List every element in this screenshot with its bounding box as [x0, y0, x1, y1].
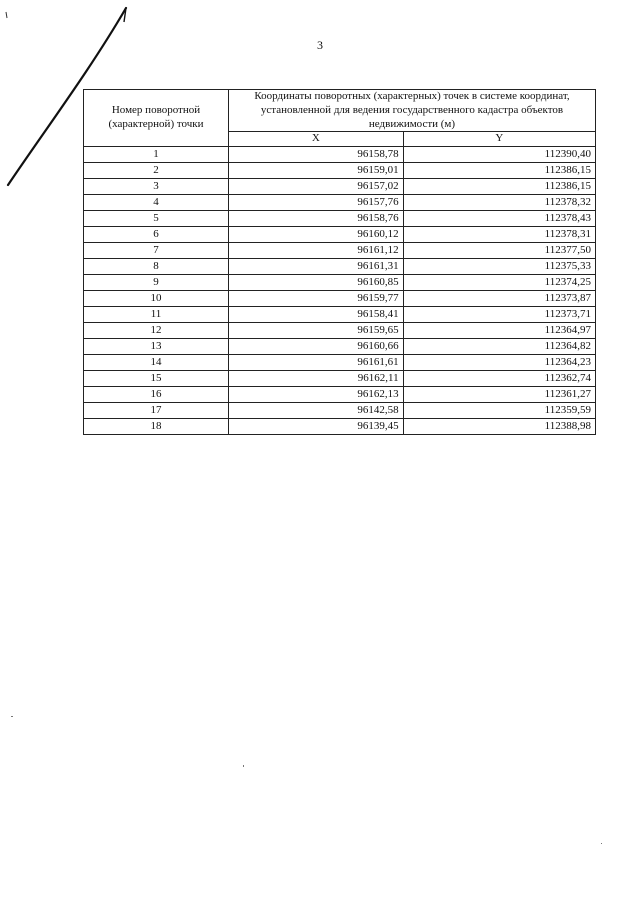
x-coordinate-cell: 96161,12 — [229, 243, 404, 259]
table-row — [84, 243, 596, 259]
y-coordinate-cell: 112388,98 — [403, 419, 595, 435]
table-row — [84, 179, 596, 195]
x-coordinate-cell: 96157,76 — [229, 195, 404, 211]
x-coordinate-cell: 96139,45 — [229, 419, 404, 435]
table-row — [84, 371, 596, 387]
table-row — [84, 403, 596, 419]
table-row — [84, 419, 596, 435]
point-number-cell: 2 — [84, 163, 229, 179]
page-number: 3 — [317, 38, 323, 52]
point-number-cell: 9 — [84, 275, 229, 291]
header-y: Y — [403, 132, 595, 147]
table-row — [84, 323, 596, 339]
x-coordinate-cell: 96161,61 — [229, 355, 404, 371]
table-row — [84, 355, 596, 371]
table-row — [84, 387, 596, 403]
y-coordinate-cell: 112361,27 — [403, 387, 595, 403]
y-coordinate-cell: 112359,59 — [403, 403, 595, 419]
y-coordinate-cell: 112373,87 — [403, 291, 595, 307]
x-coordinate-cell: 96158,41 — [229, 307, 404, 323]
y-coordinate-cell: 112378,31 — [403, 227, 595, 243]
table-row — [84, 195, 596, 211]
x-coordinate-cell: 96160,12 — [229, 227, 404, 243]
coordinates-table — [83, 89, 596, 435]
point-number-cell: 18 — [84, 419, 229, 435]
table-row — [84, 163, 596, 179]
point-number-cell: 1 — [84, 147, 229, 163]
y-coordinate-cell: 112390,40 — [403, 147, 595, 163]
y-coordinate-cell: 112386,15 — [403, 179, 595, 195]
x-coordinate-cell: 96162,11 — [229, 371, 404, 387]
y-coordinate-cell: 112364,23 — [403, 355, 595, 371]
point-number-cell: 13 — [84, 339, 229, 355]
header-x: X — [229, 132, 404, 147]
y-coordinate-cell: 112378,43 — [403, 211, 595, 227]
scan-speck — [601, 843, 602, 844]
table-row — [84, 275, 596, 291]
point-number-cell: 3 — [84, 179, 229, 195]
x-coordinate-cell: 96159,77 — [229, 291, 404, 307]
x-coordinate-cell: 96160,85 — [229, 275, 404, 291]
x-coordinate-cell: 96162,13 — [229, 387, 404, 403]
point-number-cell: 14 — [84, 355, 229, 371]
point-number-cell: 11 — [84, 307, 229, 323]
x-coordinate-cell: 96158,76 — [229, 211, 404, 227]
x-coordinate-cell: 96159,65 — [229, 323, 404, 339]
y-coordinate-cell: 112364,97 — [403, 323, 595, 339]
scan-speck — [243, 765, 244, 767]
y-coordinate-cell: 112373,71 — [403, 307, 595, 323]
table-row — [84, 259, 596, 275]
header-point-number: Номер поворотной (характерной) точки — [84, 90, 229, 147]
table-row — [84, 227, 596, 243]
point-number-cell: 8 — [84, 259, 229, 275]
point-number-cell: 7 — [84, 243, 229, 259]
point-number-cell: 6 — [84, 227, 229, 243]
point-number-cell: 17 — [84, 403, 229, 419]
table-row — [84, 339, 596, 355]
header-coordinates: Координаты поворотных (характерных) точек в системе координат, установленной для ведения государственного кадастра объектов недвижимости (м) — [229, 90, 596, 132]
table-row — [84, 211, 596, 227]
x-coordinate-cell: 96161,31 — [229, 259, 404, 275]
point-number-cell: 15 — [84, 371, 229, 387]
point-number-cell: 5 — [84, 211, 229, 227]
y-coordinate-cell: 112374,25 — [403, 275, 595, 291]
x-coordinate-cell: 96157,02 — [229, 179, 404, 195]
point-number-cell: 4 — [84, 195, 229, 211]
y-coordinate-cell: 112378,32 — [403, 195, 595, 211]
table-body — [84, 147, 596, 435]
x-coordinate-cell: 96159,01 — [229, 163, 404, 179]
y-coordinate-cell: 112364,82 — [403, 339, 595, 355]
table-header-row — [84, 90, 596, 132]
scan-speck — [11, 716, 13, 717]
y-coordinate-cell: 112362,74 — [403, 371, 595, 387]
table-row — [84, 147, 596, 163]
point-number-cell: 10 — [84, 291, 229, 307]
y-coordinate-cell: 112375,33 — [403, 259, 595, 275]
point-number-cell: 16 — [84, 387, 229, 403]
y-coordinate-cell: 112386,15 — [403, 163, 595, 179]
table-row — [84, 307, 596, 323]
point-number-cell: 12 — [84, 323, 229, 339]
x-coordinate-cell: 96142,58 — [229, 403, 404, 419]
y-coordinate-cell: 112377,50 — [403, 243, 595, 259]
table-row — [84, 291, 596, 307]
x-coordinate-cell: 96160,66 — [229, 339, 404, 355]
x-coordinate-cell: 96158,78 — [229, 147, 404, 163]
